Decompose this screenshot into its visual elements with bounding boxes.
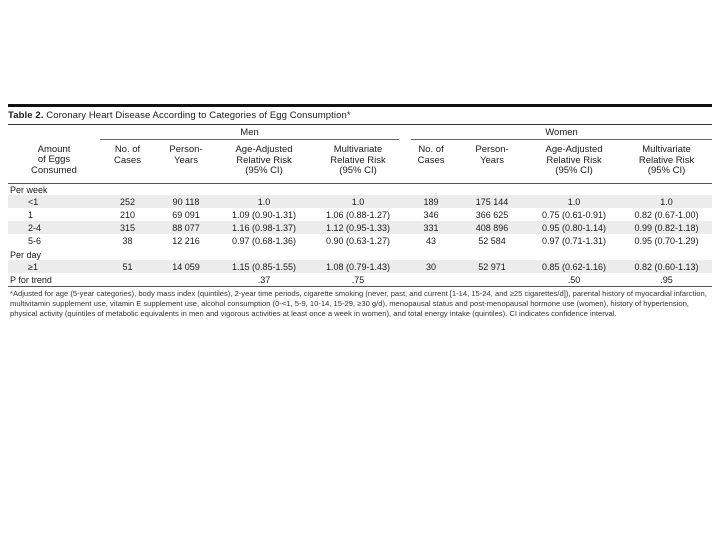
group-women: Women [405, 125, 712, 140]
col-header-women-age-adjusted: Age-Adjusted Relative Risk (95% CI) [545, 144, 603, 176]
col-header-amount: Amount of Eggs Consumed [31, 143, 77, 176]
table-footnote: *Adjusted for age (5-year categories), body mass index (quintiles), 2-year time periods, cigarette smoking (never, past, and current [1-14, 15-24, and ≥25 cigarettes/d]), parental history of myocardial infarction, multivitamin supplement use, vitamin E supplement use, alcohol consumption (0-<1, 5-9, 10-14, 15-29, ≥30 g/d), menopausal status and post-menopausal hormone use (women), history of hypertension, physical activity (quintiles of metabolic equivalents in men and vigorous activities at least once a week in women), and total energy intake (quintiles). CI indicates confidence interval. [10, 289, 707, 318]
col-header-women-cases: No. of Cases [417, 144, 445, 166]
table-row: 5-6 38 12 216 0.97 (0.68-1.36) 0.90 (0.63-1.27) 43 52 584 0.97 (0.71-1.31) 0.95 (0.70-1.29) [28, 235, 699, 246]
col-header-women-multivariate: Multivariate Relative Risk (95% CI) [638, 144, 695, 176]
group-men: Men [100, 125, 405, 140]
table-row: 2-4 315 88 077 1.16 (0.98-1.37) 1.12 (0.95-1.33) 331 408 896 0.95 (0.80-1.14) 0.99 (0.82-1.18) [8, 221, 712, 234]
section-per-week: Per week [10, 185, 48, 195]
table-caption [8, 107, 712, 124]
table-row-trend: P for trend .37 .75 .50 .95 [8, 273, 712, 287]
section-per-day: Per day [10, 250, 42, 260]
table-row: <1 252 90 118 1.0 1.0 189 175 144 1.0 1.0 [8, 195, 712, 208]
col-header-men-person-years: Person- Years [169, 144, 203, 166]
col-header-men-age-adjusted: Age-Adjusted Relative Risk (95% CI) [235, 144, 293, 176]
table-label: Table 2. [8, 110, 44, 121]
group-header-row [8, 125, 712, 140]
col-header-men-multivariate: Multivariate Relative Risk (95% CI) [330, 144, 386, 176]
table-row: 1 210 69 091 1.09 (0.90-1.31) 1.06 (0.88-1.27) 346 366 625 0.75 (0.61-0.91) 0.82 (0.67-1.00) [28, 209, 699, 220]
table-title: Coronary Heart Disease According to Categories of Egg Consumption* [46, 110, 351, 121]
col-header-men-cases: No. of Cases [114, 144, 141, 166]
table-row: ≥1 51 14 059 1.15 (0.85-1.55) 1.08 (0.79-1.43) 30 52 971 0.85 (0.62-1.16) 0.82 (0.60-1.13) [8, 260, 712, 273]
table-figure [8, 104, 712, 318]
data-table [8, 125, 712, 287]
column-header-row [8, 140, 712, 182]
col-header-women-person-years: Person- Years [475, 144, 509, 166]
